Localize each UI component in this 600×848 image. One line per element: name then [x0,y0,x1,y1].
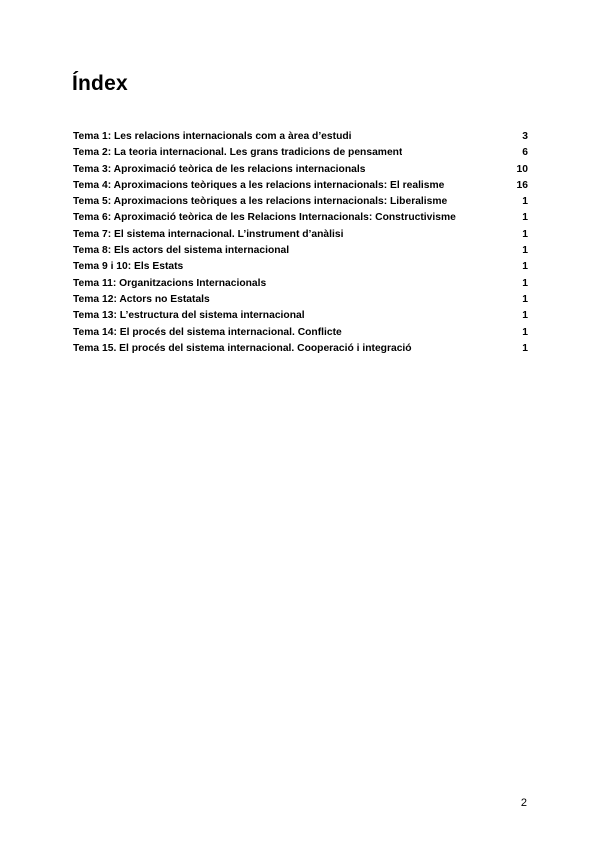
toc-entry-tema-13[interactable] [73,310,528,326]
toc-entry-page: 1 [522,342,528,354]
table-of-contents [73,131,528,359]
toc-entry-tema-9-10[interactable] [73,261,528,277]
toc-entry-page: 10 [516,163,528,175]
toc-entry-label: Tema 8: Els actors del sistema internacional [73,245,290,257]
toc-entry-page: 1 [522,310,528,322]
page-title: Índex [72,72,128,95]
toc-entry-label: Tema 3: Aproximació teòrica de les relacions internacionals [73,163,366,175]
toc-entry-label: Tema 1: Les relacions internacionals com a àrea d’estudi [73,131,352,142]
toc-entry-page: 1 [522,293,528,305]
toc-entry-tema-12[interactable] [73,294,528,310]
toc-entry-tema-14[interactable] [73,327,528,343]
toc-entry-page: 3 [522,131,528,142]
toc-entry-page: 1 [522,277,528,289]
toc-entry-label: Tema 11: Organitzacions Internacionals [73,277,267,289]
toc-entry-tema-2[interactable] [73,147,528,163]
toc-entry-tema-7[interactable] [73,229,528,245]
toc-entry-page: 1 [522,245,528,257]
toc-entry-tema-8[interactable] [73,245,528,261]
toc-entry-label: Tema 12: Actors no Estatals [73,293,210,305]
toc-entry-page: 1 [522,261,528,273]
toc-entry-page: 1 [522,326,528,338]
toc-entry-tema-4[interactable] [73,180,528,196]
toc-entry-tema-1[interactable] [73,131,528,147]
toc-entry-page: 1 [522,212,528,224]
toc-entry-page: 1 [522,196,528,208]
toc-entry-page: 1 [522,228,528,240]
toc-entry-label: Tema 7: El sistema internacional. L’instrument d’anàlisi [73,228,344,240]
page-number: 2 [520,797,527,809]
toc-entry-label: Tema 13: L’estructura del sistema internacional [73,310,305,322]
toc-entry-label: Tema 6: Aproximació teòrica de les Relacions Internacionals: Constructivisme [73,212,456,224]
toc-entry-tema-6[interactable] [73,212,528,228]
toc-entry-tema-3[interactable] [73,164,528,180]
toc-entry-page: 6 [522,147,528,159]
toc-entry-label: Tema 2: La teoria internacional. Les grans tradicions de pensament [73,147,403,159]
toc-entry-label: Tema 15. El procés del sistema internacional. Cooperació i integració [73,342,412,354]
toc-entry-label: Tema 5: Aproximacions teòriques a les relacions internacionals: Liberalisme [73,196,448,208]
toc-entry-tema-11[interactable] [73,278,528,294]
toc-entry-tema-5[interactable] [73,196,528,212]
toc-entry-page: 16 [516,179,528,191]
toc-entry-label: Tema 14: El procés del sistema internacional. Conflicte [73,326,342,338]
toc-entry-label: Tema 9 i 10: Els Estats [73,261,184,273]
toc-entry-tema-15[interactable] [73,343,528,359]
toc-entry-label: Tema 4: Aproximacions teòriques a les relacions internacionals: El realisme [73,179,445,191]
